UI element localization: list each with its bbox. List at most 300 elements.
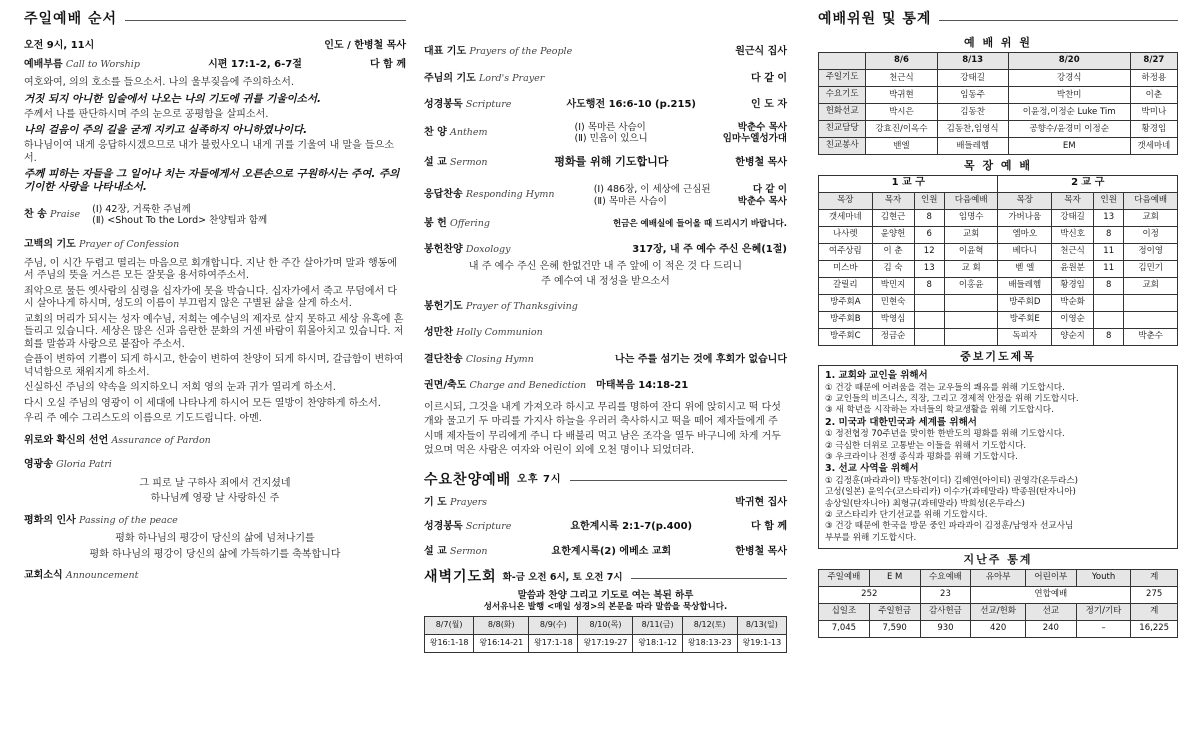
dawn-day-cell: 8/11(금) bbox=[633, 616, 682, 634]
stats-header-cell: Youth bbox=[1076, 569, 1131, 586]
groups-cell: 방주회B bbox=[819, 311, 873, 328]
resp-label: 응답찬송 bbox=[424, 189, 463, 201]
peace-en: Passing of the peace bbox=[78, 514, 178, 526]
groups-cell: 이홍윤 bbox=[944, 277, 998, 294]
call-to-worship bbox=[24, 59, 406, 72]
confession-line: 신실하신 주님의 약속을 의지하오니 저희 영의 눈과 귀가 열리게 하소서. bbox=[24, 382, 336, 394]
dawn-title-bar bbox=[424, 568, 787, 588]
staff-row bbox=[819, 86, 1178, 103]
praise-en: Praise bbox=[50, 209, 81, 221]
thanks-en: Prayer of Thanksgiving bbox=[465, 300, 578, 312]
announce-label: 교회소식 bbox=[24, 570, 63, 582]
groups-cell: 정이영 bbox=[1124, 243, 1178, 260]
dawn-day-cell: 8/8(화) bbox=[474, 616, 529, 634]
wednesday-title: 수요찬양예배 bbox=[424, 471, 512, 488]
groups-col-header: 목자 bbox=[1052, 192, 1094, 209]
praise-line-1: (Ⅰ) 42장, 거룩한 주님께 bbox=[92, 203, 191, 215]
dawn-ref-cell: 왕17:19-27 bbox=[578, 634, 633, 652]
staff-cell: 박미나 bbox=[1130, 103, 1177, 120]
dawn-time: 화-금 오전 6시, 토 오전 7시 bbox=[502, 572, 623, 584]
sermon-row bbox=[424, 155, 787, 170]
side-title: 예배위원 및 통계 bbox=[818, 11, 932, 28]
pardon-en: Assurance of Pardon bbox=[111, 434, 211, 446]
service-leader: 인도 / 한병철 목사 bbox=[324, 40, 406, 51]
staff-date-cell: 8/27 bbox=[1130, 52, 1177, 69]
stats-header-cell: 선교 bbox=[1025, 603, 1076, 620]
dawn-title: 새벽기도회 bbox=[424, 569, 497, 586]
groups-col-header: 다음예배 bbox=[944, 192, 998, 209]
stats-value-row-2 bbox=[819, 620, 1178, 637]
anthem-l2: (Ⅱ) 민음이 있으니 bbox=[574, 133, 648, 145]
prayer-heading: 1. 교회와 교인을 위해서 bbox=[825, 370, 928, 382]
wed-ser-en: Sermon bbox=[450, 545, 488, 557]
service-time: 오전 9시, 11시 bbox=[24, 40, 95, 51]
groups-cell bbox=[914, 311, 944, 328]
groups-cell bbox=[944, 311, 998, 328]
stats-header-cell: 정기/기타 bbox=[1076, 603, 1131, 620]
dawn-table bbox=[424, 616, 787, 653]
anthem-w1: 박춘수 목사 bbox=[737, 121, 787, 133]
lords-prayer-row bbox=[424, 73, 787, 86]
confession-line: 다시 오실 주님의 영광이 이 세대에 나타나게 하시어 모든 열방이 찬양하게 하소서. bbox=[24, 397, 381, 409]
anthem-row bbox=[424, 122, 787, 146]
scripture-label: 성경봉독 bbox=[424, 99, 463, 110]
groups-cell: 11 bbox=[1094, 260, 1124, 277]
lord-who: 다 같 이 bbox=[751, 72, 787, 84]
dawn-day-cell: 8/12(토) bbox=[682, 616, 737, 634]
dawn-day-cell: 8/10(목) bbox=[578, 616, 633, 634]
staff-corner-cell bbox=[819, 52, 866, 69]
sermon-en: Sermon bbox=[450, 157, 488, 169]
call-line: 나의 걸음이 주의 길을 굳게 지키고 실족하지 아니하였나이다. bbox=[24, 124, 308, 137]
staff-cell: 갯세마네 bbox=[1130, 137, 1177, 154]
groups-cell: 강태길 bbox=[1052, 209, 1094, 226]
wed-prayer-row bbox=[424, 497, 787, 510]
stats-header-cell: 선교/헌화 bbox=[971, 603, 1026, 620]
wed-scr-label: 성경봉독 bbox=[424, 521, 463, 532]
stats-value-cell: 7,045 bbox=[819, 620, 870, 637]
groups-table bbox=[818, 175, 1178, 346]
stats-value-cell: 16,225 bbox=[1131, 620, 1178, 637]
staff-role-cell: 주일기도 bbox=[819, 69, 866, 86]
resp-w2: 박춘수 목사 bbox=[737, 195, 787, 207]
dawn-ref-cell: 왕18:1-12 bbox=[633, 634, 682, 652]
call-label: 예배부름 bbox=[24, 58, 63, 70]
staff-cell: 황경임 bbox=[1130, 120, 1177, 137]
call-who: 다 함 께 bbox=[370, 58, 406, 70]
groups-cell: 교회 bbox=[1124, 277, 1178, 294]
confession-line: 주님, 이 시간 두렵고 떨리는 마음으로 회개합니다. 지난 한 주간 살아가며 말과 행동에서 주님의 뜻을 거스른 모든 잘못을 용서하여주소서. bbox=[24, 257, 397, 282]
stats-header-row-2 bbox=[819, 603, 1178, 620]
wed-pray-en: Prayers bbox=[450, 496, 488, 508]
prayer-title: 중보기도제목 bbox=[960, 349, 1036, 363]
wed-ser-who: 한병철 목사 bbox=[735, 545, 787, 557]
staff-cell: 하정용 bbox=[1130, 69, 1177, 86]
prayer-item: 송상일(탄자니아) 최형규(과테말라) 박희성(온두라스) bbox=[825, 498, 1025, 509]
stats-value-row-1 bbox=[819, 586, 1178, 603]
district-2-header: 2 교 구 bbox=[998, 175, 1178, 192]
praise-label: 찬 송 bbox=[24, 209, 47, 221]
groups-cell: 미스바 bbox=[819, 260, 873, 277]
staff-cell: 박귀현 bbox=[866, 86, 937, 103]
offering-row bbox=[424, 218, 787, 231]
groups-col-header: 다음예배 bbox=[1124, 192, 1178, 209]
anthem-en: Anthem bbox=[450, 127, 488, 139]
praise-line-2: (Ⅱ) <Shout To the Lord> 찬양팀과 함께 bbox=[92, 215, 268, 227]
wed-scr-en: Scripture bbox=[465, 521, 512, 532]
side-title-bar bbox=[818, 10, 1178, 30]
groups-cell: 윤양헌 bbox=[872, 226, 914, 243]
stats-value-cell: 240 bbox=[1025, 620, 1076, 637]
prayer-item: ① 건강 때문에 어려움을 겪는 교우들의 쾌유를 위해 기도합시다. bbox=[825, 382, 1065, 393]
call-en: Call to Worship bbox=[65, 58, 140, 70]
stats-column bbox=[818, 10, 1178, 638]
groups-cell: 민현숙 bbox=[872, 294, 914, 311]
call-ref: 시편 17:1-2, 6-7절 bbox=[208, 58, 302, 70]
groups-cell: 8 bbox=[1094, 277, 1124, 294]
groups-cell: 8 bbox=[914, 277, 944, 294]
call-line: 하나님이여 내게 응답하시겠으므로 내가 불렀사오니 내게 귀를 기울여 내 말을 들으소서. bbox=[24, 140, 394, 164]
groups-cell bbox=[914, 328, 944, 345]
sermon-who: 한병철 목사 bbox=[735, 157, 787, 169]
dawn-ref-cell: 왕16:1-18 bbox=[425, 634, 474, 652]
groups-cell: 갯세마네 bbox=[819, 209, 873, 226]
wed-ser-label: 설 교 bbox=[424, 545, 447, 557]
thanks-label: 봉헌기도 bbox=[424, 300, 463, 312]
rep-label: 대표 기도 bbox=[424, 46, 467, 57]
thanks-row bbox=[424, 301, 787, 314]
prayer-item: ③ 건강 때문에 한국을 방문 중인 파라과이 김정훈/남영자 선교사님 bbox=[825, 521, 1074, 532]
groups-row bbox=[819, 311, 1178, 328]
groups-row bbox=[819, 260, 1178, 277]
rep-who: 원근식 집사 bbox=[735, 46, 787, 57]
resp-w1: 다 같 이 bbox=[752, 183, 787, 195]
groups-row bbox=[819, 243, 1178, 260]
groups-cell: 양순지 bbox=[1052, 328, 1094, 345]
groups-cell: 독피자 bbox=[998, 328, 1052, 345]
staff-role-cell: 친교봉사 bbox=[819, 137, 866, 154]
confession-en: Prayer of Confession bbox=[78, 239, 180, 251]
scripture-who: 인 도 자 bbox=[751, 99, 787, 110]
groups-cell: 김현근 bbox=[872, 209, 914, 226]
groups-col-header: 인원 bbox=[1094, 192, 1124, 209]
groups-cell: 임명수 bbox=[944, 209, 998, 226]
sunday-order-column-2 bbox=[424, 46, 787, 653]
groups-cell: 황경임 bbox=[1052, 277, 1094, 294]
closing-en: Closing Hymn bbox=[465, 353, 534, 365]
dawn-ref-cell: 왕16:14-21 bbox=[474, 634, 529, 652]
prayer-item: ① 정전협정 70주년을 맞이한 한반도의 평화를 위해 기도합시다. bbox=[825, 429, 1065, 440]
staff-cell: EM bbox=[1008, 137, 1130, 154]
stats-value-cell: 연합예배 bbox=[971, 586, 1131, 603]
staff-cell: 밴엘 bbox=[866, 137, 937, 154]
resp-hymn-row bbox=[424, 184, 787, 208]
stats-title: 지난주 통계 bbox=[963, 552, 1033, 566]
staff-role-cell: 수요기도 bbox=[819, 86, 866, 103]
communion-row bbox=[424, 327, 787, 340]
resp-l1: (Ⅰ) 486장, 이 세상에 근심된 bbox=[593, 183, 711, 195]
groups-cell: 이정 bbox=[1124, 226, 1178, 243]
prayer-item: 부부를 위해 기도합시다. bbox=[825, 532, 917, 543]
resp-en: Responding Hymn bbox=[465, 189, 555, 201]
groups-cell: 이영순 bbox=[1052, 311, 1094, 328]
gloria-line-1: 그 피로 날 구하사 죄에서 건지셨네 bbox=[139, 477, 291, 489]
stats-header-cell: 감사헌금 bbox=[920, 603, 971, 620]
staff-cell: 강효진/이옥수 bbox=[866, 120, 937, 137]
communion-label: 성만찬 bbox=[424, 327, 453, 338]
groups-cell: 박영심 bbox=[872, 311, 914, 328]
scripture-en: Scripture bbox=[465, 99, 512, 110]
wed-scripture-row bbox=[424, 521, 787, 534]
groups-cell: 나사렛 bbox=[819, 226, 873, 243]
groups-row bbox=[819, 209, 1178, 226]
anthem-w2: 임마누엘성가대 bbox=[722, 133, 787, 145]
stats-table bbox=[818, 569, 1178, 638]
offering-note: 헌금은 예배실에 들어올 때 드리시기 바랍니다. bbox=[612, 218, 787, 229]
groups-cell: 윤원분 bbox=[1052, 260, 1094, 277]
groups-col-header: 목자 bbox=[872, 192, 914, 209]
stats-value-cell: – bbox=[1076, 620, 1131, 637]
dawn-line-2: 성서유니온 발행 <매일 성경>의 본문을 따라 말씀을 묵상합니다. bbox=[483, 601, 728, 612]
sunday-order-column bbox=[24, 10, 406, 589]
staff-cell: 천근식 bbox=[866, 69, 937, 86]
groups-cell: 13 bbox=[914, 260, 944, 277]
prayer-heading: 3. 선교 사역을 위해서 bbox=[825, 463, 919, 475]
groups-cell: 방주회A bbox=[819, 294, 873, 311]
groups-title: 목 장 예 배 bbox=[964, 158, 1032, 172]
lord-en: Lord's Prayer bbox=[478, 72, 545, 84]
dawn-ref-cell: 왕17:1-18 bbox=[529, 634, 578, 652]
groups-row bbox=[819, 277, 1178, 294]
groups-cell: 배들레헴 bbox=[998, 277, 1052, 294]
stats-header-cell: 주일예배 bbox=[819, 569, 870, 586]
prayer-item: 고성(일본) 윤익수(코스타리카) 이수가(과테말라) 박종원(탄자니아) bbox=[825, 487, 1076, 498]
communion-en: Holly Communion bbox=[456, 327, 543, 338]
charge-en: Charge and Benediction bbox=[469, 380, 587, 391]
peace-line-1: 평화 하나님의 평강이 당신의 삶에 넘쳐나기를 bbox=[115, 533, 315, 545]
groups-row bbox=[819, 328, 1178, 345]
groups-cell: 8 bbox=[914, 209, 944, 226]
groups-cell: 교 회 bbox=[944, 260, 998, 277]
groups-cell bbox=[1124, 311, 1178, 328]
stats-value-cell: 252 bbox=[819, 586, 921, 603]
confession-line: 죄악으로 물든 옛사람의 심령을 십자가에 못을 박습니다. 십자가에서 죽고 무덤에서 다시 살아나게 하시며, 성도의 이름이 부끄럽지 않은 구별된 삶을 살게 하소서. bbox=[24, 285, 398, 310]
stats-value-cell: 7,590 bbox=[869, 620, 920, 637]
prayer-item: ② 코스타리카 단기선교를 위해 기도합시다. bbox=[825, 509, 988, 520]
groups-cell: 천근식 bbox=[1052, 243, 1094, 260]
staff-cell: 배들레헴 bbox=[937, 137, 1008, 154]
staff-date-cell: 8/13 bbox=[937, 52, 1008, 69]
wed-pray-label: 기 도 bbox=[424, 496, 447, 508]
call-line: 주께 피하는 자들을 그 일어나 치는 자들에게서 오른손으로 구원하시는 주여. 주의 기이한 사랑을 나타내소서. bbox=[24, 168, 400, 194]
dawn-day-cell: 8/9(수) bbox=[529, 616, 578, 634]
groups-cell: 박춘수 bbox=[1124, 328, 1178, 345]
dawn-line-1: 말씀과 찬양 그리고 기도로 여는 복된 하루 bbox=[517, 590, 694, 601]
confession-line: 슬픔이 변하여 기쁨이 되게 하시고, 한숨이 변하여 찬양이 되게 하시며, 갈급함이 변하여 넉넉함으로 채워지게 하소서. bbox=[24, 354, 404, 378]
staff-date-cell: 8/20 bbox=[1008, 52, 1130, 69]
groups-cell bbox=[1124, 294, 1178, 311]
groups-cell: 김 숙 bbox=[872, 260, 914, 277]
staff-table bbox=[818, 52, 1178, 155]
rep-en: Prayers of the People bbox=[469, 46, 573, 57]
announce-row bbox=[24, 570, 406, 583]
groups-cell: 벧 엘 bbox=[998, 260, 1052, 277]
groups-header-row bbox=[819, 192, 1178, 209]
prayer-item: ② 극심한 더위로 고통받는 이들을 위해서 기도합시다. bbox=[825, 440, 1027, 451]
anthem-l1: (Ⅰ) 목마른 사슴이 bbox=[574, 121, 646, 133]
staff-cell: 박시은 bbox=[866, 103, 937, 120]
groups-cell bbox=[1094, 294, 1124, 311]
groups-cell: 박순화 bbox=[1052, 294, 1094, 311]
rep-prayer-row bbox=[424, 46, 787, 59]
sunday-title-bar bbox=[24, 10, 406, 30]
groups-cell bbox=[944, 294, 998, 311]
doxology-l2: 주 예수여 내 정성을 받으소서 bbox=[541, 276, 670, 287]
call-line: 여호와여, 의의 호소를 들으소서. 나의 울부짖음에 주의하소서. bbox=[24, 77, 295, 88]
stats-value-cell: 23 bbox=[920, 586, 971, 603]
groups-col-header: 인원 bbox=[914, 192, 944, 209]
service-time-row bbox=[24, 40, 406, 53]
stats-header-cell: 수요예배 bbox=[920, 569, 971, 586]
announce-en: Announcement bbox=[65, 570, 139, 582]
prayer-item: ② 교인들의 비즈니스, 직장, 그리고 경제적 안정을 위해 기도합시다. bbox=[825, 394, 1079, 405]
groups-cell: 갈릴리 bbox=[819, 277, 873, 294]
staff-row bbox=[819, 69, 1178, 86]
groups-cell: 방주회E bbox=[998, 311, 1052, 328]
offering-en: Offering bbox=[450, 217, 490, 229]
groups-cell: 박민지 bbox=[872, 277, 914, 294]
stats-header-cell: 계 bbox=[1131, 569, 1178, 586]
stats-value-cell: 420 bbox=[971, 620, 1026, 637]
groups-cell: 정금순 bbox=[872, 328, 914, 345]
groups-cell: 8 bbox=[1094, 226, 1124, 243]
groups-cell: 가버나움 bbox=[998, 209, 1052, 226]
wed-scr-who: 다 함 께 bbox=[751, 521, 787, 532]
prayer-item: ③ 우크라이나 전쟁 종식과 평화를 위해 기도합시다. bbox=[825, 452, 1018, 463]
sunday-title: 주일예배 순서 bbox=[24, 11, 118, 28]
groups-cell: 6 bbox=[914, 226, 944, 243]
call-line: 주께서 나를 판단하시며 주의 눈으로 공평함을 살피소서. bbox=[24, 108, 269, 120]
staff-row bbox=[819, 103, 1178, 120]
stats-header-cell: 어린이부 bbox=[1025, 569, 1076, 586]
wed-ser-title: 요한계시록(2) 에베소 교회 bbox=[551, 545, 672, 557]
stats-header-cell: 십일조 bbox=[819, 603, 870, 620]
doxology-l1: 내 주 예수 주신 은혜 한없건만 내 주 앞에 이 적은 것 다 드리니 bbox=[468, 260, 743, 272]
wed-pray-who: 박귀현 집사 bbox=[735, 496, 787, 508]
charge-text: 이르시되, 그것을 내게 가져오라 하시고 무리를 명하여 잔디 위에 앉히시고 떡 다섯 개와 물고기 두 마리를 가지사 하늘을 우러러 축사하시고 떡을 떼어 제자들에게 주시매 제자들이 무리에게 주니 다 배불리 먹고 남은 조각을 열두 바구니에 차게 거두었으며 먹은 사람은 여자와 어린이 외에 오천 명이나 되었더라. bbox=[424, 401, 781, 456]
groups-cell: 이윤혁 bbox=[944, 243, 998, 260]
confession-label: 고백의 기도 bbox=[24, 239, 76, 251]
dawn-ref-cell: 왕18:13-23 bbox=[682, 634, 737, 652]
doxology-ref: 317장, 내 주 예수 주신 은혜(1절) bbox=[632, 244, 787, 255]
groups-cell: 11 bbox=[1094, 243, 1124, 260]
prayer-heading: 2. 미국과 대한민국과 세계를 위해서 bbox=[825, 416, 977, 428]
stats-value-cell: 930 bbox=[920, 620, 971, 637]
staff-header-row bbox=[819, 52, 1178, 69]
charge-label: 권면/축도 bbox=[424, 380, 467, 391]
dawn-day-cell: 8/13(일) bbox=[737, 616, 786, 634]
staff-cell: 이춘 bbox=[1130, 86, 1177, 103]
wed-sermon-row bbox=[424, 546, 787, 559]
groups-cell: 방주회C bbox=[819, 328, 873, 345]
groups-cell bbox=[1094, 311, 1124, 328]
groups-district-row bbox=[819, 175, 1178, 192]
peace-line-2: 평화 하나님의 평강이 당신의 삶에 가득하기를 축복합니다 bbox=[89, 548, 341, 560]
stats-header-cell: 계 bbox=[1131, 603, 1178, 620]
stats-header-row-1 bbox=[819, 569, 1178, 586]
call-lines bbox=[24, 77, 406, 195]
prayer-box bbox=[818, 365, 1178, 549]
groups-row bbox=[819, 294, 1178, 311]
praise-row bbox=[24, 204, 406, 228]
pardon-row bbox=[24, 435, 406, 448]
groups-cell: 8 bbox=[1094, 328, 1124, 345]
groups-cell: 13 bbox=[1094, 209, 1124, 226]
groups-cell: 베다니 bbox=[998, 243, 1052, 260]
groups-cell: 교회 bbox=[1124, 209, 1178, 226]
wednesday-time: 오후 7시 bbox=[517, 474, 562, 486]
groups-cell: 엠마오 bbox=[998, 226, 1052, 243]
anthem-label: 찬 양 bbox=[424, 127, 447, 139]
staff-cell: 강경식 bbox=[1008, 69, 1130, 86]
confession-lines bbox=[24, 258, 406, 426]
staff-cell: 공향수/윤경미 이정순 bbox=[1008, 120, 1130, 137]
wednesday-title-bar bbox=[424, 471, 787, 491]
peace-label: 평화의 인사 bbox=[24, 514, 76, 526]
district-1-header: 1 교 구 bbox=[819, 175, 998, 192]
staff-role-cell: 친교담당 bbox=[819, 120, 866, 137]
pardon-label: 위로와 확신의 선언 bbox=[24, 434, 109, 446]
wed-scr-ref: 요한계시록 2:1-7(p.400) bbox=[570, 521, 693, 532]
offering-label: 봉 헌 bbox=[424, 217, 447, 229]
staff-cell: 김동찬 bbox=[937, 103, 1008, 120]
groups-cell bbox=[914, 294, 944, 311]
resp-l2: (Ⅱ) 목마른 사슴이 bbox=[593, 195, 667, 207]
peace-row bbox=[24, 515, 406, 528]
dawn-ref-cell: 왕19:1-13 bbox=[737, 634, 786, 652]
groups-cell: 김민기 bbox=[1124, 260, 1178, 277]
scripture-row bbox=[424, 99, 787, 112]
lord-label: 주님의 기도 bbox=[424, 72, 476, 84]
gloria-row bbox=[24, 459, 406, 472]
doxology-label: 봉헌찬양 bbox=[424, 244, 463, 255]
staff-row bbox=[819, 120, 1178, 137]
call-line: 거짓 되지 아니한 입술에서 나오는 나의 기도에 귀를 기울이소서. bbox=[24, 92, 321, 105]
staff-cell: 임동주 bbox=[937, 86, 1008, 103]
closing-label: 결단찬송 bbox=[424, 353, 463, 365]
doxology-en: Doxology bbox=[465, 244, 511, 255]
groups-cell: 12 bbox=[914, 243, 944, 260]
closing-title: 나는 주를 섬기는 것에 후회가 없습니다 bbox=[615, 353, 787, 365]
groups-cell: 여주상림 bbox=[819, 243, 873, 260]
staff-cell: 이윤정,이정순 Luke Tim bbox=[1008, 103, 1130, 120]
groups-col-header: 목장 bbox=[819, 192, 873, 209]
doxology-row bbox=[424, 244, 787, 257]
confession-row bbox=[24, 239, 406, 252]
gloria-en: Gloria Patri bbox=[56, 459, 112, 471]
stats-header-cell: 유아부 bbox=[971, 569, 1026, 586]
staff-row bbox=[819, 137, 1178, 154]
groups-row bbox=[819, 226, 1178, 243]
closing-row bbox=[424, 354, 787, 367]
groups-col-header: 목장 bbox=[998, 192, 1052, 209]
prayer-item: ③ 새 학년을 시작하는 자녀들의 학교생활을 위해 기도합시다. bbox=[825, 405, 1054, 416]
staff-cell: 강태길 bbox=[937, 69, 1008, 86]
staff-cell: 김동찬,임영식 bbox=[937, 120, 1008, 137]
staff-title: 예 배 위 원 bbox=[964, 36, 1032, 49]
groups-cell: 박신호 bbox=[1052, 226, 1094, 243]
sermon-title: 평화를 위해 기도합니다 bbox=[554, 155, 669, 169]
